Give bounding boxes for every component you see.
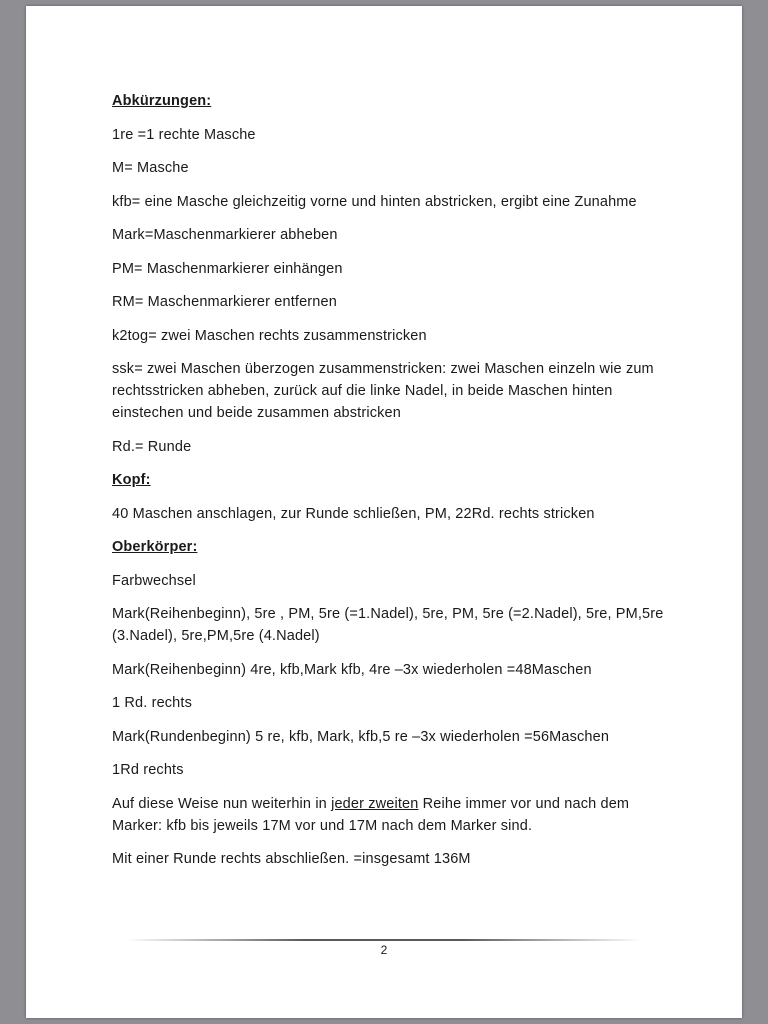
kopf-text: 40 Maschen anschlagen, zur Runde schließen, PM, 22Rd. rechts stricken (112, 505, 595, 522)
weise-before-text: Auf diese Weise nun weiterhin in (112, 795, 332, 812)
kopf-heading: Kopf: (112, 472, 151, 488)
ok-line-farbwechsel: Farbwechsel (112, 572, 196, 589)
abbr-line-1re: 1re =1 rechte Masche (112, 126, 256, 143)
abbr-line-k2tog: k2tog= zwei Maschen rechts zusammenstricken (112, 327, 427, 344)
ok-line-weise (112, 793, 672, 837)
page-content (112, 90, 672, 882)
abbr-line-mark: Mark=Maschenmarkierer abheben (112, 227, 338, 243)
ok-line-1rd-rechts: 1 Rd. rechts (112, 695, 192, 711)
abbr-line-rd: Rd.= Runde (112, 438, 192, 455)
oberkoerper-heading: Oberkörper: (112, 539, 198, 555)
abbr-line-rm: RM= Maschenmarkierer entfernen (112, 294, 337, 310)
footer-divider (126, 939, 642, 941)
ok-line-56-maschen: Mark(Rundenbeginn) 5 re, kfb, Mark, kfb,5 re –3x wiederholen =56Maschen (112, 728, 610, 745)
weise-after-text: Reihe immer vor und nach dem Marker: kfb bis jeweils 17M vor und 17M nach dem Marker sind. (112, 795, 630, 834)
weise-underlined-text: jeder zweiten (331, 795, 419, 812)
abbr-line-kfb: kfb= eine Masche gleichzeitig vorne und hinten abstricken, ergibt eine Zunahme (112, 193, 637, 210)
ok-line-mark-setup: Mark(Reihenbeginn), 5re , PM, 5re (=1.Nadel), 5re, PM, 5re (=2.Nadel), 5re, PM,5re (3.Nadel), 5re,PM,5re (4.Nadel) (112, 606, 664, 644)
page-number: 2 (380, 943, 388, 957)
ok-line-final: Mit einer Runde rechts abschließen. =insgesamt 136M (112, 851, 471, 867)
abbr-line-ssk: ssk= zwei Maschen überzogen zusammenstricken: zwei Maschen einzeln wie zum rechtsstricken abheben, zurück auf die linke Nadel, in beide Maschen hinten einstechen und beide zusammen abstricken (112, 361, 654, 421)
document-page (26, 6, 742, 1018)
abbr-line-pm: PM= Maschenmarkierer einhängen (112, 260, 343, 277)
ok-line-1rd-rechts-2: 1Rd rechts (112, 762, 184, 778)
abbreviations-heading: Abkürzungen: (112, 93, 212, 109)
ok-line-48-maschen: Mark(Reihenbeginn) 4re, kfb,Mark kfb, 4re –3x wiederholen =48Maschen (112, 661, 592, 678)
abbr-line-m: M= Masche (112, 160, 189, 176)
